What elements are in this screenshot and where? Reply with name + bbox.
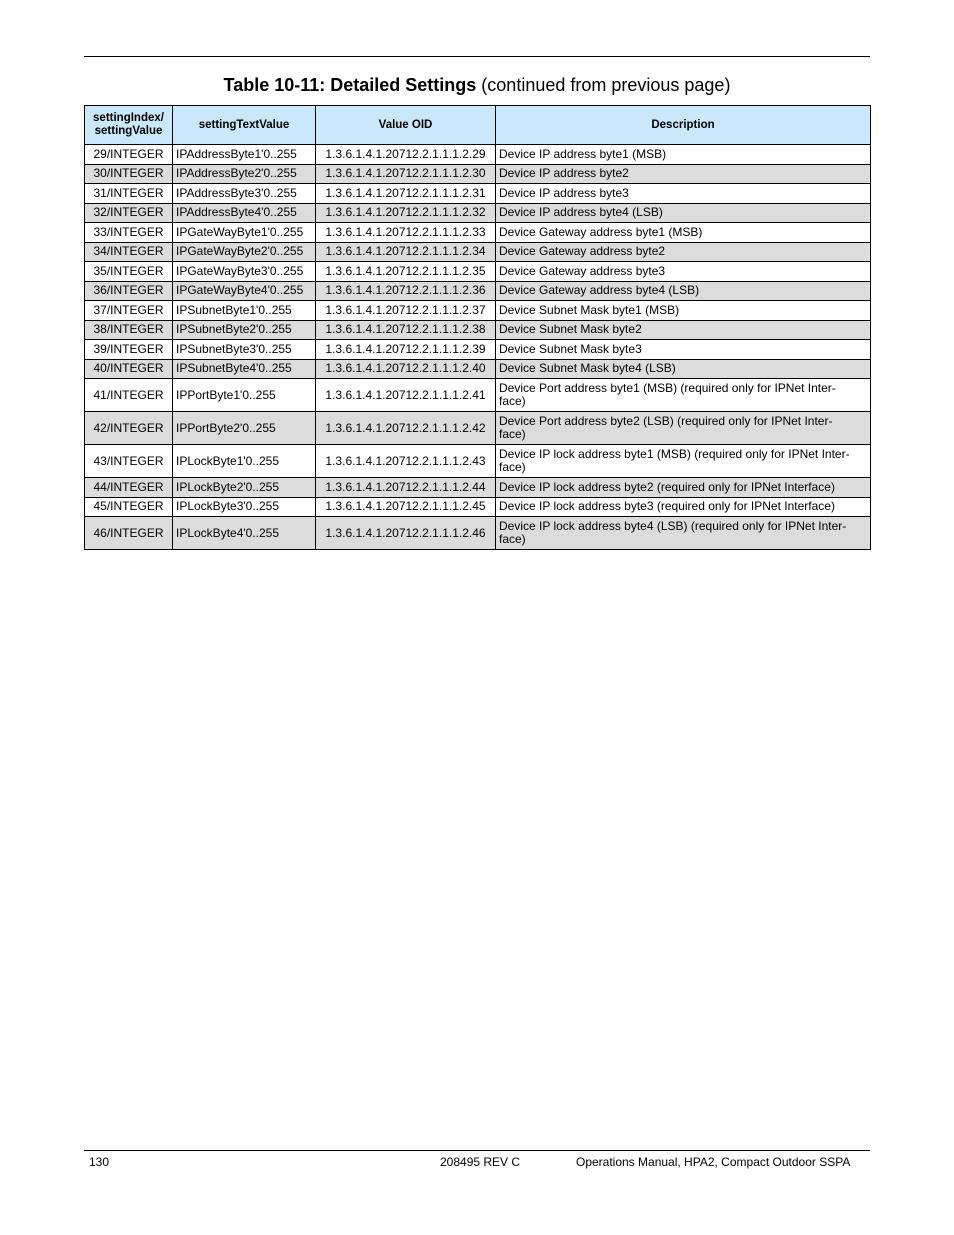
value-oid-cell: 1.3.6.1.4.1.20712.2.1.1.1.2.31 [316, 184, 496, 204]
setting-text-cell: IPSubnetByte2'0..255 [173, 320, 316, 340]
setting-text-cell: IPLockByte1'0..255 [173, 445, 316, 478]
setting-text-cell: IPSubnetByte3'0..255 [173, 340, 316, 360]
setting-text-cell: IPAddressByte2'0..255 [173, 164, 316, 184]
header-description: Description [496, 106, 871, 145]
setting-index-cell: 35/INTEGER [85, 262, 173, 282]
value-oid-cell: 1.3.6.1.4.1.20712.2.1.1.1.2.38 [316, 320, 496, 340]
value-oid-cell: 1.3.6.1.4.1.20712.2.1.1.1.2.35 [316, 262, 496, 282]
value-oid-cell: 1.3.6.1.4.1.20712.2.1.1.1.2.40 [316, 359, 496, 379]
description-cell: Device IP address byte2 [496, 164, 871, 184]
value-oid-cell: 1.3.6.1.4.1.20712.2.1.1.1.2.30 [316, 164, 496, 184]
description-cell: Device Gateway address byte1 (MSB) [496, 223, 871, 243]
value-oid-cell: 1.3.6.1.4.1.20712.2.1.1.1.2.39 [316, 340, 496, 360]
value-oid-cell: 1.3.6.1.4.1.20712.2.1.1.1.2.41 [316, 379, 496, 412]
table-row [85, 242, 871, 262]
setting-text-cell: IPAddressByte3'0..255 [173, 184, 316, 204]
description-cell: Device IP lock address byte4 (LSB) (required only for IPNet Inter- face) [496, 517, 871, 550]
value-oid-cell: 1.3.6.1.4.1.20712.2.1.1.1.2.32 [316, 203, 496, 223]
value-oid-cell: 1.3.6.1.4.1.20712.2.1.1.1.2.29 [316, 145, 496, 165]
description-cell: Device Gateway address byte3 [496, 262, 871, 282]
setting-text-cell: IPLockByte2'0..255 [173, 478, 316, 498]
setting-index-cell: 40/INTEGER [85, 359, 173, 379]
setting-text-cell: IPAddressByte4'0..255 [173, 203, 316, 223]
description-cell: Device Subnet Mask byte4 (LSB) [496, 359, 871, 379]
setting-text-cell: IPGateWayByte4'0..255 [173, 281, 316, 301]
setting-index-cell: 45/INTEGER [85, 497, 173, 517]
setting-index-cell: 41/INTEGER [85, 379, 173, 412]
setting-index-cell: 30/INTEGER [85, 164, 173, 184]
table-row [85, 412, 871, 445]
setting-text-cell: IPLockByte3'0..255 [173, 497, 316, 517]
top-rule [84, 56, 870, 57]
document-number: 208495 REV C [440, 1155, 521, 1169]
description-cell: Device Port address byte1 (MSB) (required only for IPNet Inter- face) [496, 379, 871, 412]
description-cell: Device IP address byte4 (LSB) [496, 203, 871, 223]
setting-index-cell: 33/INTEGER [85, 223, 173, 243]
table-row [85, 340, 871, 360]
table-title-bold: Table 10-11: Detailed Settings [223, 75, 477, 95]
setting-text-cell: IPGateWayByte3'0..255 [173, 262, 316, 282]
description-cell: Device Gateway address byte4 (LSB) [496, 281, 871, 301]
setting-text-cell: IPSubnetByte1'0..255 [173, 301, 316, 321]
header-setting-index [85, 106, 173, 145]
header-setting-index-label: settingIndex/ settingValue [93, 112, 164, 137]
setting-text-cell: IPAddressByte1'0..255 [173, 145, 316, 165]
table-title-continuation: (continued from previous page) [476, 75, 731, 95]
value-oid-cell: 1.3.6.1.4.1.20712.2.1.1.1.2.34 [316, 242, 496, 262]
table-body [85, 145, 871, 550]
setting-text-cell: IPSubnetByte4'0..255 [173, 359, 316, 379]
description-cell: Device IP lock address byte2 (required only for IPNet Interface) [496, 478, 871, 498]
value-oid-cell: 1.3.6.1.4.1.20712.2.1.1.1.2.46 [316, 517, 496, 550]
value-oid-cell: 1.3.6.1.4.1.20712.2.1.1.1.2.37 [316, 301, 496, 321]
table-row [85, 320, 871, 340]
table-title [84, 74, 870, 96]
table-header-row [85, 106, 871, 145]
footer-rule [84, 1150, 870, 1151]
table-row [85, 203, 871, 223]
setting-text-cell: IPLockByte4'0..255 [173, 517, 316, 550]
table-row [85, 301, 871, 321]
setting-index-cell: 39/INTEGER [85, 340, 173, 360]
table-row [85, 262, 871, 282]
setting-index-cell: 34/INTEGER [85, 242, 173, 262]
description-cell: Device IP lock address byte1 (MSB) (required only for IPNet Inter- face) [496, 445, 871, 478]
value-oid-cell: 1.3.6.1.4.1.20712.2.1.1.1.2.33 [316, 223, 496, 243]
setting-text-cell: IPGateWayByte2'0..255 [173, 242, 316, 262]
detailed-settings-table [84, 105, 871, 550]
setting-index-cell: 43/INTEGER [85, 445, 173, 478]
description-cell: Device IP address byte1 (MSB) [496, 145, 871, 165]
header-setting-text-value: settingTextValue [173, 106, 316, 145]
description-cell: Device Subnet Mask byte1 (MSB) [496, 301, 871, 321]
table-row [85, 359, 871, 379]
value-oid-cell: 1.3.6.1.4.1.20712.2.1.1.1.2.43 [316, 445, 496, 478]
page-number: 130 [89, 1155, 110, 1169]
table-row [85, 497, 871, 517]
setting-text-cell: IPPortByte2'0..255 [173, 412, 316, 445]
table-row [85, 184, 871, 204]
setting-index-cell: 37/INTEGER [85, 301, 173, 321]
setting-text-cell: IPPortByte1'0..255 [173, 379, 316, 412]
setting-text-cell: IPGateWayByte1'0..255 [173, 223, 316, 243]
table-row [85, 145, 871, 165]
setting-index-cell: 44/INTEGER [85, 478, 173, 498]
setting-index-cell: 32/INTEGER [85, 203, 173, 223]
value-oid-cell: 1.3.6.1.4.1.20712.2.1.1.1.2.36 [316, 281, 496, 301]
setting-index-cell: 36/INTEGER [85, 281, 173, 301]
table-row [85, 517, 871, 550]
table-row [85, 164, 871, 184]
table-row [85, 445, 871, 478]
setting-index-cell: 29/INTEGER [85, 145, 173, 165]
value-oid-cell: 1.3.6.1.4.1.20712.2.1.1.1.2.44 [316, 478, 496, 498]
value-oid-cell: 1.3.6.1.4.1.20712.2.1.1.1.2.45 [316, 497, 496, 517]
table-row [85, 223, 871, 243]
table-row [85, 478, 871, 498]
setting-index-cell: 46/INTEGER [85, 517, 173, 550]
table-row [85, 379, 871, 412]
description-cell: Device Subnet Mask byte2 [496, 320, 871, 340]
value-oid-cell: 1.3.6.1.4.1.20712.2.1.1.1.2.42 [316, 412, 496, 445]
setting-index-cell: 38/INTEGER [85, 320, 173, 340]
setting-index-cell: 31/INTEGER [85, 184, 173, 204]
manual-title: Operations Manual, HPA2, Compact Outdoor SSPA [576, 1155, 851, 1169]
setting-index-cell: 42/INTEGER [85, 412, 173, 445]
description-cell: Device Port address byte2 (LSB) (required only for IPNet Inter- face) [496, 412, 871, 445]
table-row [85, 281, 871, 301]
description-cell: Device IP address byte3 [496, 184, 871, 204]
description-cell: Device IP lock address byte3 (required only for IPNet Interface) [496, 497, 871, 517]
description-cell: Device Gateway address byte2 [496, 242, 871, 262]
header-value-oid: Value OID [316, 106, 496, 145]
description-cell: Device Subnet Mask byte3 [496, 340, 871, 360]
